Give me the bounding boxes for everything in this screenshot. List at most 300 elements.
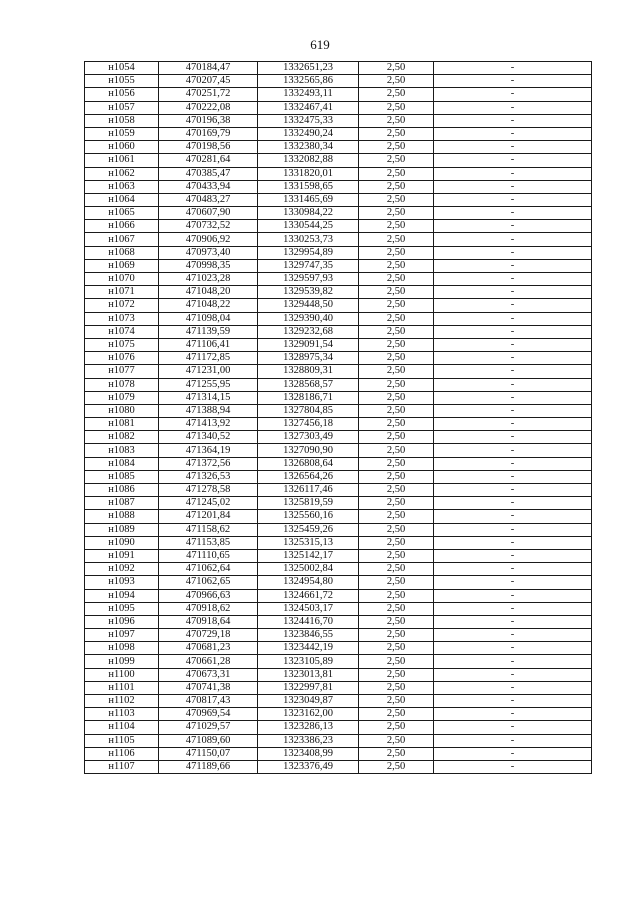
y-coordinate-cell: 1324954,80 bbox=[258, 576, 359, 589]
point-id-cell: н1098 bbox=[85, 642, 159, 655]
description-cell: - bbox=[434, 576, 592, 589]
y-coordinate-cell: 1330544,25 bbox=[258, 220, 359, 233]
table-row bbox=[85, 444, 592, 457]
y-coordinate-cell: 1326117,46 bbox=[258, 484, 359, 497]
accuracy-cell: 2,50 bbox=[359, 259, 434, 272]
accuracy-cell: 2,50 bbox=[359, 167, 434, 180]
point-id-cell: н1076 bbox=[85, 352, 159, 365]
description-cell: - bbox=[434, 233, 592, 246]
description-cell: - bbox=[434, 193, 592, 206]
accuracy-cell: 2,50 bbox=[359, 668, 434, 681]
point-id-cell: н1082 bbox=[85, 431, 159, 444]
y-coordinate-cell: 1327090,90 bbox=[258, 444, 359, 457]
table-row bbox=[85, 629, 592, 642]
point-id-cell: н1084 bbox=[85, 457, 159, 470]
x-coordinate-cell: 471314,15 bbox=[159, 391, 258, 404]
x-coordinate-cell: 470222,08 bbox=[159, 101, 258, 114]
point-id-cell: н1089 bbox=[85, 523, 159, 536]
x-coordinate-cell: 470673,31 bbox=[159, 668, 258, 681]
accuracy-cell: 2,50 bbox=[359, 233, 434, 246]
x-coordinate-cell: 471278,58 bbox=[159, 484, 258, 497]
table-row bbox=[85, 655, 592, 668]
x-coordinate-cell: 471364,19 bbox=[159, 444, 258, 457]
x-coordinate-cell: 470973,40 bbox=[159, 246, 258, 259]
y-coordinate-cell: 1326808,64 bbox=[258, 457, 359, 470]
y-coordinate-cell: 1331598,65 bbox=[258, 180, 359, 193]
table-row bbox=[85, 338, 592, 351]
point-id-cell: н1094 bbox=[85, 589, 159, 602]
x-coordinate-cell: 470433,94 bbox=[159, 180, 258, 193]
description-cell: - bbox=[434, 510, 592, 523]
page-number: 619 bbox=[310, 37, 330, 52]
y-coordinate-cell: 1327804,85 bbox=[258, 404, 359, 417]
point-id-cell: н1099 bbox=[85, 655, 159, 668]
x-coordinate-cell: 471062,65 bbox=[159, 576, 258, 589]
accuracy-cell: 2,50 bbox=[359, 193, 434, 206]
table-row bbox=[85, 457, 592, 470]
y-coordinate-cell: 1332651,23 bbox=[258, 62, 359, 75]
accuracy-cell: 2,50 bbox=[359, 141, 434, 154]
table-row bbox=[85, 484, 592, 497]
point-id-cell: н1060 bbox=[85, 141, 159, 154]
y-coordinate-cell: 1328809,31 bbox=[258, 365, 359, 378]
description-cell: - bbox=[434, 365, 592, 378]
accuracy-cell: 2,50 bbox=[359, 721, 434, 734]
y-coordinate-cell: 1323013,81 bbox=[258, 668, 359, 681]
description-cell: - bbox=[434, 259, 592, 272]
description-cell: - bbox=[434, 391, 592, 404]
description-cell: - bbox=[434, 180, 592, 193]
x-coordinate-cell: 470169,79 bbox=[159, 127, 258, 140]
y-coordinate-cell: 1325142,17 bbox=[258, 549, 359, 562]
table-row bbox=[85, 523, 592, 536]
accuracy-cell: 2,50 bbox=[359, 681, 434, 694]
x-coordinate-cell: 470607,90 bbox=[159, 207, 258, 220]
table-row bbox=[85, 233, 592, 246]
table-row bbox=[85, 708, 592, 721]
accuracy-cell: 2,50 bbox=[359, 734, 434, 747]
table-row bbox=[85, 114, 592, 127]
accuracy-cell: 2,50 bbox=[359, 273, 434, 286]
table-row bbox=[85, 127, 592, 140]
y-coordinate-cell: 1329747,35 bbox=[258, 259, 359, 272]
y-coordinate-cell: 1332467,41 bbox=[258, 101, 359, 114]
x-coordinate-cell: 471139,59 bbox=[159, 325, 258, 338]
x-coordinate-cell: 470198,56 bbox=[159, 141, 258, 154]
description-cell: - bbox=[434, 549, 592, 562]
accuracy-cell: 2,50 bbox=[359, 708, 434, 721]
table-row bbox=[85, 470, 592, 483]
table-row bbox=[85, 365, 592, 378]
description-cell: - bbox=[434, 457, 592, 470]
point-id-cell: н1085 bbox=[85, 470, 159, 483]
description-cell: - bbox=[434, 642, 592, 655]
accuracy-cell: 2,50 bbox=[359, 510, 434, 523]
accuracy-cell: 2,50 bbox=[359, 576, 434, 589]
x-coordinate-cell: 470207,45 bbox=[159, 75, 258, 88]
accuracy-cell: 2,50 bbox=[359, 62, 434, 75]
description-cell: - bbox=[434, 325, 592, 338]
table-row bbox=[85, 497, 592, 510]
accuracy-cell: 2,50 bbox=[359, 589, 434, 602]
x-coordinate-cell: 470918,64 bbox=[159, 615, 258, 628]
table-row bbox=[85, 207, 592, 220]
table-row bbox=[85, 404, 592, 417]
accuracy-cell: 2,50 bbox=[359, 88, 434, 101]
x-coordinate-cell: 470385,47 bbox=[159, 167, 258, 180]
y-coordinate-cell: 1323386,23 bbox=[258, 734, 359, 747]
accuracy-cell: 2,50 bbox=[359, 444, 434, 457]
description-cell: - bbox=[434, 378, 592, 391]
x-coordinate-cell: 471048,20 bbox=[159, 286, 258, 299]
point-id-cell: н1070 bbox=[85, 273, 159, 286]
description-cell: - bbox=[434, 352, 592, 365]
point-id-cell: н1079 bbox=[85, 391, 159, 404]
table-row bbox=[85, 88, 592, 101]
description-cell: - bbox=[434, 114, 592, 127]
accuracy-cell: 2,50 bbox=[359, 404, 434, 417]
y-coordinate-cell: 1329091,54 bbox=[258, 338, 359, 351]
accuracy-cell: 2,50 bbox=[359, 760, 434, 773]
x-coordinate-cell: 470281,64 bbox=[159, 154, 258, 167]
description-cell: - bbox=[434, 286, 592, 299]
point-id-cell: н1100 bbox=[85, 668, 159, 681]
x-coordinate-cell: 470969,54 bbox=[159, 708, 258, 721]
accuracy-cell: 2,50 bbox=[359, 180, 434, 193]
x-coordinate-cell: 471048,22 bbox=[159, 299, 258, 312]
table-row bbox=[85, 193, 592, 206]
point-id-cell: н1075 bbox=[85, 338, 159, 351]
x-coordinate-cell: 471340,52 bbox=[159, 431, 258, 444]
x-coordinate-cell: 470251,72 bbox=[159, 88, 258, 101]
description-cell: - bbox=[434, 668, 592, 681]
point-id-cell: н1061 bbox=[85, 154, 159, 167]
description-cell: - bbox=[434, 273, 592, 286]
point-id-cell: н1086 bbox=[85, 484, 159, 497]
description-cell: - bbox=[434, 747, 592, 760]
x-coordinate-cell: 470681,23 bbox=[159, 642, 258, 655]
y-coordinate-cell: 1325459,26 bbox=[258, 523, 359, 536]
y-coordinate-cell: 1329448,50 bbox=[258, 299, 359, 312]
coordinates-table bbox=[84, 61, 592, 774]
y-coordinate-cell: 1330253,73 bbox=[258, 233, 359, 246]
point-id-cell: н1065 bbox=[85, 207, 159, 220]
description-cell: - bbox=[434, 418, 592, 431]
point-id-cell: н1107 bbox=[85, 760, 159, 773]
table-row bbox=[85, 668, 592, 681]
accuracy-cell: 2,50 bbox=[359, 523, 434, 536]
accuracy-cell: 2,50 bbox=[359, 338, 434, 351]
description-cell: - bbox=[434, 760, 592, 773]
accuracy-cell: 2,50 bbox=[359, 246, 434, 259]
y-coordinate-cell: 1324503,17 bbox=[258, 602, 359, 615]
accuracy-cell: 2,50 bbox=[359, 220, 434, 233]
accuracy-cell: 2,50 bbox=[359, 299, 434, 312]
point-id-cell: н1074 bbox=[85, 325, 159, 338]
point-id-cell: н1090 bbox=[85, 536, 159, 549]
accuracy-cell: 2,50 bbox=[359, 431, 434, 444]
point-id-cell: н1088 bbox=[85, 510, 159, 523]
point-id-cell: н1068 bbox=[85, 246, 159, 259]
description-cell: - bbox=[434, 299, 592, 312]
y-coordinate-cell: 1323442,19 bbox=[258, 642, 359, 655]
y-coordinate-cell: 1328975,34 bbox=[258, 352, 359, 365]
x-coordinate-cell: 470817,43 bbox=[159, 695, 258, 708]
point-id-cell: н1063 bbox=[85, 180, 159, 193]
table-row bbox=[85, 576, 592, 589]
table-row bbox=[85, 220, 592, 233]
y-coordinate-cell: 1329597,93 bbox=[258, 273, 359, 286]
table-row bbox=[85, 352, 592, 365]
y-coordinate-cell: 1323376,49 bbox=[258, 760, 359, 773]
description-cell: - bbox=[434, 207, 592, 220]
point-id-cell: н1071 bbox=[85, 286, 159, 299]
table-row bbox=[85, 299, 592, 312]
y-coordinate-cell: 1329232,68 bbox=[258, 325, 359, 338]
table-row bbox=[85, 62, 592, 75]
accuracy-cell: 2,50 bbox=[359, 602, 434, 615]
description-cell: - bbox=[434, 470, 592, 483]
y-coordinate-cell: 1323408,99 bbox=[258, 747, 359, 760]
table-row bbox=[85, 286, 592, 299]
y-coordinate-cell: 1323162,00 bbox=[258, 708, 359, 721]
y-coordinate-cell: 1331820,01 bbox=[258, 167, 359, 180]
accuracy-cell: 2,50 bbox=[359, 549, 434, 562]
table-row bbox=[85, 734, 592, 747]
x-coordinate-cell: 470196,38 bbox=[159, 114, 258, 127]
y-coordinate-cell: 1332565,86 bbox=[258, 75, 359, 88]
description-cell: - bbox=[434, 154, 592, 167]
description-cell: - bbox=[434, 695, 592, 708]
point-id-cell: н1092 bbox=[85, 563, 159, 576]
table-row bbox=[85, 259, 592, 272]
x-coordinate-cell: 471372,56 bbox=[159, 457, 258, 470]
point-id-cell: н1073 bbox=[85, 312, 159, 325]
point-id-cell: н1080 bbox=[85, 404, 159, 417]
description-cell: - bbox=[434, 497, 592, 510]
description-cell: - bbox=[434, 629, 592, 642]
accuracy-cell: 2,50 bbox=[359, 470, 434, 483]
accuracy-cell: 2,50 bbox=[359, 101, 434, 114]
y-coordinate-cell: 1332082,88 bbox=[258, 154, 359, 167]
point-id-cell: н1069 bbox=[85, 259, 159, 272]
accuracy-cell: 2,50 bbox=[359, 629, 434, 642]
description-cell: - bbox=[434, 563, 592, 576]
point-id-cell: н1054 bbox=[85, 62, 159, 75]
table-row bbox=[85, 681, 592, 694]
point-id-cell: н1078 bbox=[85, 378, 159, 391]
accuracy-cell: 2,50 bbox=[359, 365, 434, 378]
accuracy-cell: 2,50 bbox=[359, 642, 434, 655]
y-coordinate-cell: 1324416,70 bbox=[258, 615, 359, 628]
x-coordinate-cell: 471089,60 bbox=[159, 734, 258, 747]
point-id-cell: н1091 bbox=[85, 549, 159, 562]
table-row bbox=[85, 602, 592, 615]
x-coordinate-cell: 470661,28 bbox=[159, 655, 258, 668]
table-row bbox=[85, 563, 592, 576]
x-coordinate-cell: 471106,41 bbox=[159, 338, 258, 351]
description-cell: - bbox=[434, 75, 592, 88]
table-row bbox=[85, 536, 592, 549]
y-coordinate-cell: 1328568,57 bbox=[258, 378, 359, 391]
point-id-cell: н1062 bbox=[85, 167, 159, 180]
accuracy-cell: 2,50 bbox=[359, 352, 434, 365]
y-coordinate-cell: 1329390,40 bbox=[258, 312, 359, 325]
accuracy-cell: 2,50 bbox=[359, 207, 434, 220]
accuracy-cell: 2,50 bbox=[359, 378, 434, 391]
accuracy-cell: 2,50 bbox=[359, 127, 434, 140]
description-cell: - bbox=[434, 602, 592, 615]
table-row bbox=[85, 75, 592, 88]
table-row bbox=[85, 101, 592, 114]
accuracy-cell: 2,50 bbox=[359, 154, 434, 167]
accuracy-cell: 2,50 bbox=[359, 286, 434, 299]
point-id-cell: н1058 bbox=[85, 114, 159, 127]
accuracy-cell: 2,50 bbox=[359, 418, 434, 431]
table-row bbox=[85, 549, 592, 562]
description-cell: - bbox=[434, 734, 592, 747]
x-coordinate-cell: 470741,38 bbox=[159, 681, 258, 694]
x-coordinate-cell: 471023,28 bbox=[159, 273, 258, 286]
y-coordinate-cell: 1324661,72 bbox=[258, 589, 359, 602]
table-row bbox=[85, 760, 592, 773]
accuracy-cell: 2,50 bbox=[359, 75, 434, 88]
y-coordinate-cell: 1323286,13 bbox=[258, 721, 359, 734]
description-cell: - bbox=[434, 681, 592, 694]
table-row bbox=[85, 378, 592, 391]
description-cell: - bbox=[434, 141, 592, 154]
table-row bbox=[85, 273, 592, 286]
table-row bbox=[85, 747, 592, 760]
description-cell: - bbox=[434, 536, 592, 549]
table-row bbox=[85, 312, 592, 325]
x-coordinate-cell: 471158,62 bbox=[159, 523, 258, 536]
y-coordinate-cell: 1332490,24 bbox=[258, 127, 359, 140]
accuracy-cell: 2,50 bbox=[359, 615, 434, 628]
description-cell: - bbox=[434, 312, 592, 325]
table-row bbox=[85, 695, 592, 708]
x-coordinate-cell: 471388,94 bbox=[159, 404, 258, 417]
table-row bbox=[85, 510, 592, 523]
table-row bbox=[85, 141, 592, 154]
point-id-cell: н1101 bbox=[85, 681, 159, 694]
x-coordinate-cell: 471326,53 bbox=[159, 470, 258, 483]
y-coordinate-cell: 1323846,55 bbox=[258, 629, 359, 642]
y-coordinate-cell: 1326564,26 bbox=[258, 470, 359, 483]
accuracy-cell: 2,50 bbox=[359, 457, 434, 470]
description-cell: - bbox=[434, 404, 592, 417]
y-coordinate-cell: 1325819,59 bbox=[258, 497, 359, 510]
point-id-cell: н1103 bbox=[85, 708, 159, 721]
description-cell: - bbox=[434, 589, 592, 602]
description-cell: - bbox=[434, 220, 592, 233]
point-id-cell: н1072 bbox=[85, 299, 159, 312]
accuracy-cell: 2,50 bbox=[359, 747, 434, 760]
accuracy-cell: 2,50 bbox=[359, 655, 434, 668]
accuracy-cell: 2,50 bbox=[359, 391, 434, 404]
description-cell: - bbox=[434, 338, 592, 351]
y-coordinate-cell: 1329954,89 bbox=[258, 246, 359, 259]
description-cell: - bbox=[434, 246, 592, 259]
description-cell: - bbox=[434, 523, 592, 536]
x-coordinate-cell: 471110,65 bbox=[159, 549, 258, 562]
table-row bbox=[85, 167, 592, 180]
x-coordinate-cell: 471189,66 bbox=[159, 760, 258, 773]
y-coordinate-cell: 1327303,49 bbox=[258, 431, 359, 444]
x-coordinate-cell: 471098,04 bbox=[159, 312, 258, 325]
table-row bbox=[85, 431, 592, 444]
x-coordinate-cell: 471062,64 bbox=[159, 563, 258, 576]
point-id-cell: н1096 bbox=[85, 615, 159, 628]
description-cell: - bbox=[434, 167, 592, 180]
point-id-cell: н1066 bbox=[85, 220, 159, 233]
x-coordinate-cell: 471255,95 bbox=[159, 378, 258, 391]
point-id-cell: н1059 bbox=[85, 127, 159, 140]
description-cell: - bbox=[434, 127, 592, 140]
x-coordinate-cell: 470483,27 bbox=[159, 193, 258, 206]
x-coordinate-cell: 470729,18 bbox=[159, 629, 258, 642]
point-id-cell: н1055 bbox=[85, 75, 159, 88]
point-id-cell: н1104 bbox=[85, 721, 159, 734]
table-row bbox=[85, 180, 592, 193]
description-cell: - bbox=[434, 62, 592, 75]
x-coordinate-cell: 471201,84 bbox=[159, 510, 258, 523]
y-coordinate-cell: 1332493,11 bbox=[258, 88, 359, 101]
y-coordinate-cell: 1328186,71 bbox=[258, 391, 359, 404]
point-id-cell: н1097 bbox=[85, 629, 159, 642]
point-id-cell: н1106 bbox=[85, 747, 159, 760]
accuracy-cell: 2,50 bbox=[359, 312, 434, 325]
y-coordinate-cell: 1323049,87 bbox=[258, 695, 359, 708]
x-coordinate-cell: 471413,92 bbox=[159, 418, 258, 431]
y-coordinate-cell: 1322997,81 bbox=[258, 681, 359, 694]
accuracy-cell: 2,50 bbox=[359, 536, 434, 549]
table-row bbox=[85, 418, 592, 431]
point-id-cell: н1077 bbox=[85, 365, 159, 378]
accuracy-cell: 2,50 bbox=[359, 695, 434, 708]
y-coordinate-cell: 1331465,69 bbox=[258, 193, 359, 206]
table-row bbox=[85, 589, 592, 602]
y-coordinate-cell: 1325315,13 bbox=[258, 536, 359, 549]
point-id-cell: н1083 bbox=[85, 444, 159, 457]
table-row bbox=[85, 325, 592, 338]
table-row bbox=[85, 154, 592, 167]
y-coordinate-cell: 1329539,82 bbox=[258, 286, 359, 299]
y-coordinate-cell: 1330984,22 bbox=[258, 207, 359, 220]
description-cell: - bbox=[434, 444, 592, 457]
description-cell: - bbox=[434, 708, 592, 721]
description-cell: - bbox=[434, 615, 592, 628]
point-id-cell: н1102 bbox=[85, 695, 159, 708]
x-coordinate-cell: 470966,63 bbox=[159, 589, 258, 602]
x-coordinate-cell: 471153,85 bbox=[159, 536, 258, 549]
x-coordinate-cell: 470918,62 bbox=[159, 602, 258, 615]
y-coordinate-cell: 1323105,89 bbox=[258, 655, 359, 668]
description-cell: - bbox=[434, 431, 592, 444]
table-row bbox=[85, 246, 592, 259]
point-id-cell: н1095 bbox=[85, 602, 159, 615]
table-row bbox=[85, 721, 592, 734]
x-coordinate-cell: 471029,57 bbox=[159, 721, 258, 734]
x-coordinate-cell: 470184,47 bbox=[159, 62, 258, 75]
description-cell: - bbox=[434, 101, 592, 114]
accuracy-cell: 2,50 bbox=[359, 484, 434, 497]
point-id-cell: н1087 bbox=[85, 497, 159, 510]
accuracy-cell: 2,50 bbox=[359, 325, 434, 338]
x-coordinate-cell: 471245,02 bbox=[159, 497, 258, 510]
point-id-cell: н1093 bbox=[85, 576, 159, 589]
point-id-cell: н1105 bbox=[85, 734, 159, 747]
